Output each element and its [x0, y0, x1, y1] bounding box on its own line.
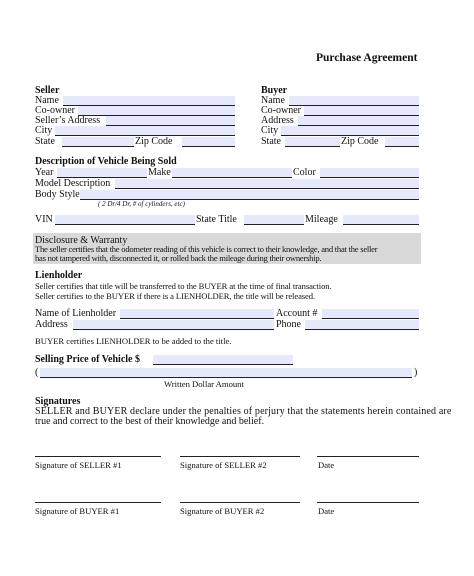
lienholder-address-label: Address: [35, 319, 68, 330]
vehicle-mileage-field[interactable]: [343, 215, 419, 225]
vehicle-body-hint: ( 2 Dr/4 Dr, # of cylinders, etc): [98, 200, 185, 208]
seller-coowner-label: Co-owner: [35, 105, 75, 116]
seller-coowner-field[interactable]: [78, 106, 235, 116]
buyer-state-field[interactable]: [285, 137, 340, 147]
price-written-caption: Written Dollar Amount: [164, 379, 244, 389]
buyer-date-line[interactable]: [317, 502, 419, 503]
disclosure-text-line-1: The seller certifies that the odometer reading of this vehicle is correct to their knowledge, and that the seller: [35, 244, 378, 254]
buyer-address-label: Address: [261, 115, 294, 126]
lienholder-account-label: Account #: [276, 308, 318, 319]
price-label: Selling Price of Vehicle $: [35, 354, 140, 365]
price-open-paren: (: [35, 367, 39, 378]
vehicle-color-label: Color: [293, 167, 316, 178]
signatures-heading: Signatures: [35, 396, 81, 407]
seller-state-field[interactable]: [62, 137, 134, 147]
seller-name-label: Name: [35, 95, 59, 106]
vehicle-state-title-field[interactable]: [244, 215, 304, 225]
document-title: Purchase Agreement: [316, 52, 418, 64]
lienholder-phone-label: Phone: [276, 319, 301, 330]
vehicle-year-label: Year: [35, 167, 54, 178]
vehicle-model-label: Model Description: [35, 178, 111, 189]
seller-date-label: Date: [318, 460, 335, 470]
seller-address-field[interactable]: [106, 116, 235, 126]
price-written-field[interactable]: [40, 368, 412, 378]
seller-heading: Seller: [35, 85, 60, 96]
buyer-name-field[interactable]: [289, 96, 419, 106]
seller2-signature-label: Signature of SELLER #2: [180, 460, 267, 470]
seller-address-label: Seller’s Address: [35, 115, 101, 126]
disclosure-heading: Disclosure & Warranty: [35, 235, 128, 246]
buyer-zip-field[interactable]: [385, 137, 419, 147]
seller-zip-field[interactable]: [182, 137, 235, 147]
vehicle-year-field[interactable]: [57, 168, 147, 178]
buyer-zip-label: Zip Code: [341, 136, 379, 147]
vehicle-body-label: Body Style: [35, 189, 80, 200]
buyer1-signature-line[interactable]: [35, 502, 161, 503]
buyer-address-field[interactable]: [298, 116, 419, 126]
vehicle-model-field[interactable]: [115, 179, 419, 189]
vehicle-state-title-label: State Title: [196, 214, 237, 225]
buyer-heading: Buyer: [261, 85, 288, 96]
seller-name-field[interactable]: [63, 96, 235, 106]
lienholder-name-label: Name of Lienholder: [35, 308, 117, 319]
vehicle-vin-label: VIN: [35, 214, 53, 225]
signatures-text-line-2: true and correct to the best of their knowledge and belief.: [35, 416, 265, 427]
lienholder-buyer-cert: BUYER certifies LIENHOLDER to be added to the title.: [35, 336, 232, 346]
seller1-signature-label: Signature of SELLER #1: [35, 460, 122, 470]
disclosure-text-line-2: has not tampered with, disconnected it, or rolled back the mileage during their ownership.: [35, 253, 322, 263]
lienholder-text-line-2: Seller certifies to the BUYER if there is a LIENHOLDER, the title will be released.: [35, 291, 315, 301]
buyer2-signature-line[interactable]: [180, 502, 300, 503]
lienholder-phone-field[interactable]: [305, 320, 419, 330]
seller2-signature-line[interactable]: [180, 456, 300, 457]
seller-zip-label: Zip Code: [135, 136, 173, 147]
seller-city-label: City: [35, 125, 53, 136]
vehicle-make-field[interactable]: [172, 168, 292, 178]
buyer-coowner-field[interactable]: [304, 106, 419, 116]
vehicle-mileage-label: Mileage: [305, 214, 338, 225]
lienholder-heading: Lienholder: [35, 270, 83, 281]
seller1-signature-line[interactable]: [35, 456, 161, 457]
vehicle-body-field[interactable]: [80, 190, 419, 200]
vehicle-heading: Description of Vehicle Being Sold: [35, 156, 177, 167]
buyer2-signature-label: Signature of BUYER #2: [180, 506, 265, 516]
price-amount-field[interactable]: [153, 355, 293, 365]
buyer-coowner-label: Co-owner: [261, 105, 301, 116]
vehicle-vin-field[interactable]: [55, 215, 195, 225]
lienholder-address-field[interactable]: [73, 320, 274, 330]
buyer1-signature-label: Signature of BUYER #1: [35, 506, 120, 516]
vehicle-color-field[interactable]: [320, 168, 419, 178]
seller-state-label: State: [35, 136, 55, 147]
buyer-city-field[interactable]: [281, 126, 419, 136]
buyer-date-label: Date: [318, 506, 335, 516]
seller-date-line[interactable]: [317, 456, 419, 457]
lienholder-name-field[interactable]: [120, 309, 274, 319]
seller-city-field[interactable]: [55, 126, 235, 136]
lienholder-account-field[interactable]: [322, 309, 419, 319]
vehicle-make-label: Make: [148, 167, 171, 178]
lienholder-text-line-1: Seller certifies that title will be transferred to the BUYER at the time of final transaction.: [35, 281, 332, 291]
buyer-name-label: Name: [261, 95, 285, 106]
buyer-city-label: City: [261, 125, 279, 136]
buyer-state-label: State: [261, 136, 281, 147]
price-close-paren: ): [414, 367, 418, 378]
signatures-text-line-1: SELLER and BUYER declare under the penalties of perjury that the statements herein contained are: [35, 406, 452, 417]
